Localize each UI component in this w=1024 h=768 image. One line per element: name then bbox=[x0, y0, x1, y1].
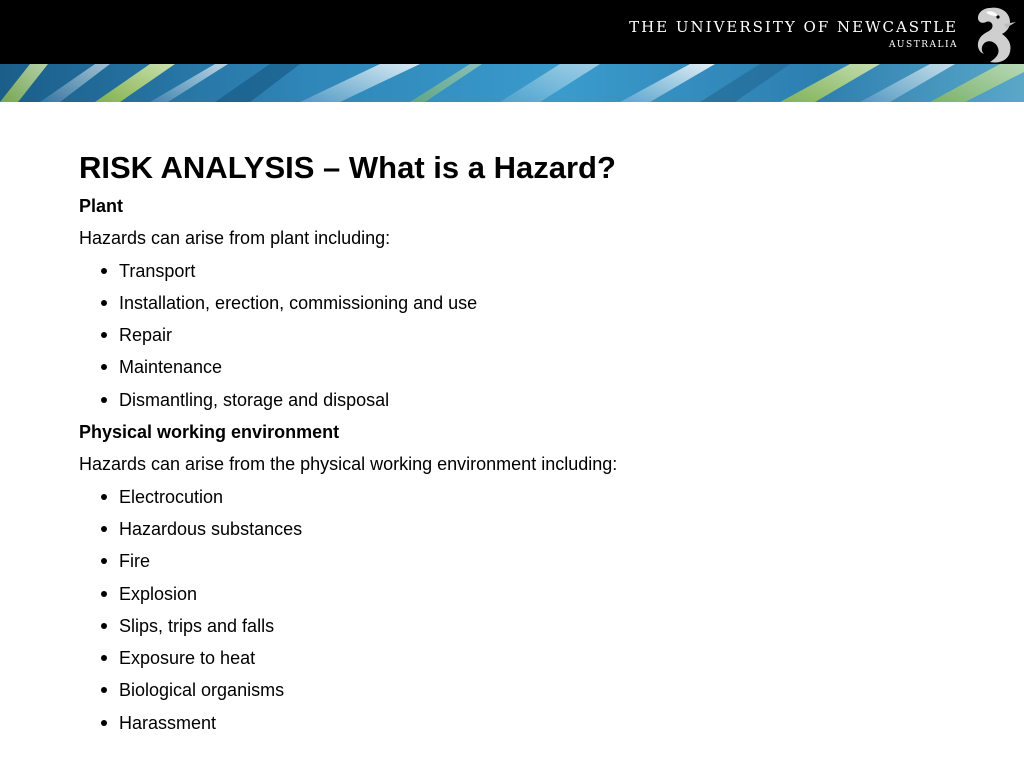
university-name: THE UNIVERSITY OF NEWCASTLE bbox=[629, 18, 958, 36]
bullet-icon bbox=[101, 655, 107, 661]
list-item: Electrocution bbox=[79, 481, 979, 513]
bullet-icon bbox=[101, 268, 107, 274]
bullet-icon bbox=[101, 623, 107, 629]
bullet-icon bbox=[101, 558, 107, 564]
list-item: Slips, trips and falls bbox=[79, 610, 979, 642]
section-intro-plant: Hazards can arise from plant including: bbox=[79, 228, 391, 249]
list-item: Fire bbox=[79, 545, 979, 577]
bullet-icon bbox=[101, 687, 107, 693]
list-item: Installation, erection, commissioning and use bbox=[79, 287, 979, 319]
bullet-icon bbox=[101, 720, 107, 726]
decorative-stripe bbox=[0, 64, 1024, 102]
slide-title: RISK ANALYSIS – What is a Hazard? bbox=[79, 150, 616, 185]
list-item: Explosion bbox=[79, 578, 979, 610]
list-item: Dismantling, storage and disposal bbox=[79, 384, 979, 416]
plant-hazard-list bbox=[79, 255, 979, 416]
list-item: Exposure to heat bbox=[79, 642, 979, 674]
slide-content bbox=[79, 146, 979, 739]
list-item: Hazardous substances bbox=[79, 513, 979, 545]
list-item: Biological organisms bbox=[79, 674, 979, 706]
list-item: Repair bbox=[79, 319, 979, 351]
list-item: Maintenance bbox=[79, 351, 979, 383]
bullet-icon bbox=[101, 300, 107, 306]
header-banner bbox=[0, 0, 1024, 64]
list-item: Transport bbox=[79, 255, 979, 287]
bullet-icon bbox=[101, 397, 107, 403]
section-heading-plant: Plant bbox=[79, 196, 124, 216]
list-item: Harassment bbox=[79, 707, 979, 739]
section-intro-physical-environment: Hazards can arise from the physical working environment including: bbox=[79, 454, 618, 475]
bullet-icon bbox=[101, 494, 107, 500]
bullet-icon bbox=[101, 591, 107, 597]
university-country: AUSTRALIA bbox=[888, 40, 958, 50]
seahorse-logo-icon bbox=[960, 4, 1022, 66]
environment-hazard-list bbox=[79, 481, 979, 739]
bullet-icon bbox=[101, 364, 107, 370]
bullet-icon bbox=[101, 526, 107, 532]
section-heading-physical-environment: Physical working environment bbox=[79, 422, 340, 443]
bullet-icon bbox=[101, 332, 107, 338]
